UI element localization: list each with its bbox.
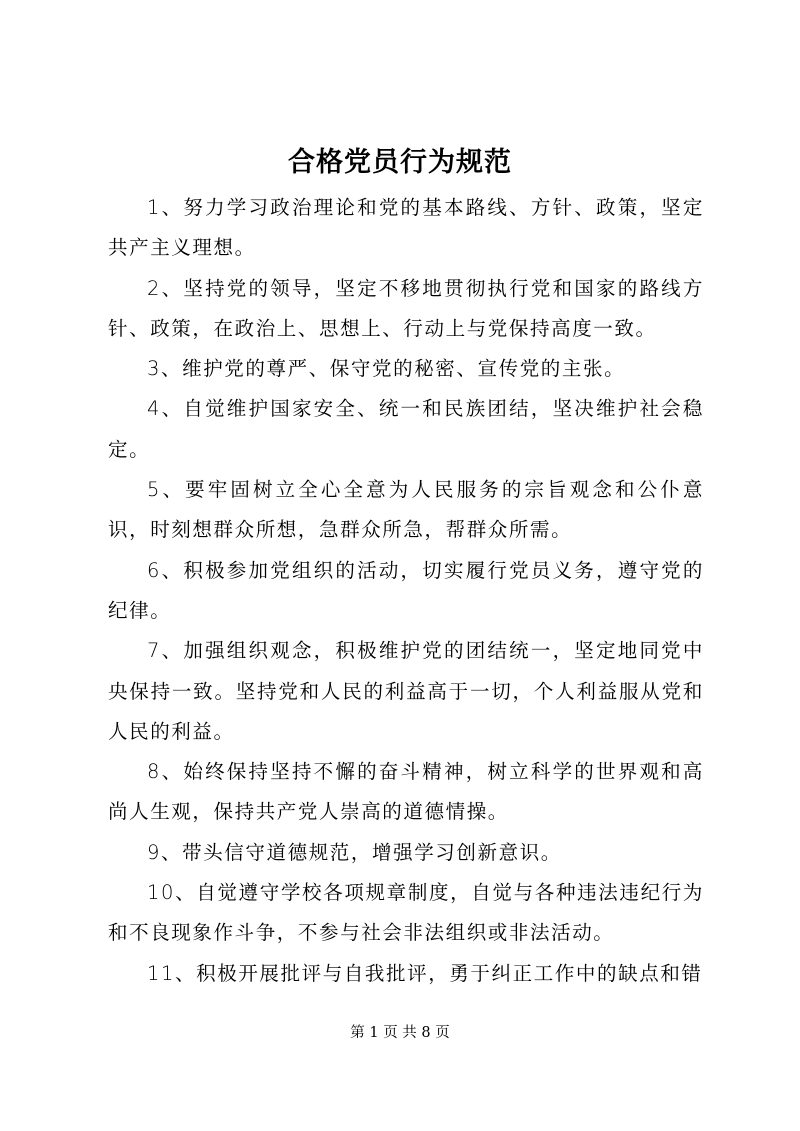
document-body bbox=[108, 188, 704, 994]
paragraph-5: 5、要牢固树立全心全意为人民服务的宗旨观念和公仆意识，时刻想群众所想，急群众所急，帮群众所需。 bbox=[108, 478, 704, 542]
document-title: 合格党员行为规范 bbox=[288, 147, 512, 178]
paragraph-3: 3、维护党的尊严、保守党的秘密、宣传党的主张。 bbox=[147, 357, 626, 381]
paragraph-2: 2、坚持党的领导，坚定不移地贯彻执行党和国家的路线方针、政策，在政治上、思想上、行动上与党保持高度一致。 bbox=[108, 276, 704, 340]
paragraph-7: 7、加强组织观念，积极维护党的团结统一，坚定地同党中央保持一致。坚持党和人民的利益高于一切，个人利益服从党和人民的利益。 bbox=[108, 639, 704, 743]
paragraph-6: 6、积极参加党组织的活动，切实履行党员义务，遵守党的纪律。 bbox=[108, 558, 704, 622]
paragraph-9: 9、带头信守道德规范，增强学习创新意识。 bbox=[147, 840, 562, 864]
paragraph-8: 8、始终保持坚持不懈的奋斗精神，树立科学的世界观和高尚人生观，保持共产党人崇高的道德情操。 bbox=[108, 760, 704, 824]
paragraph-4: 4、自觉维护国家安全、统一和民族团结，坚决维护社会稳定。 bbox=[108, 397, 704, 461]
paragraph-11: 11、积极开展批评与自我批评，勇于纠正工作中的缺点和错 bbox=[147, 961, 703, 985]
paragraph-1: 1、努力学习政治理论和党的基本路线、方针、政策，坚定共产主义理想。 bbox=[108, 196, 704, 260]
page-footer: 第 1 页 共 8 页 bbox=[350, 1025, 450, 1041]
paragraph-10: 10、自觉遵守学校各项规章制度，自觉与各种违法违纪行为和不良现象作斗争，不参与社会非法组织或非法活动。 bbox=[108, 881, 704, 945]
